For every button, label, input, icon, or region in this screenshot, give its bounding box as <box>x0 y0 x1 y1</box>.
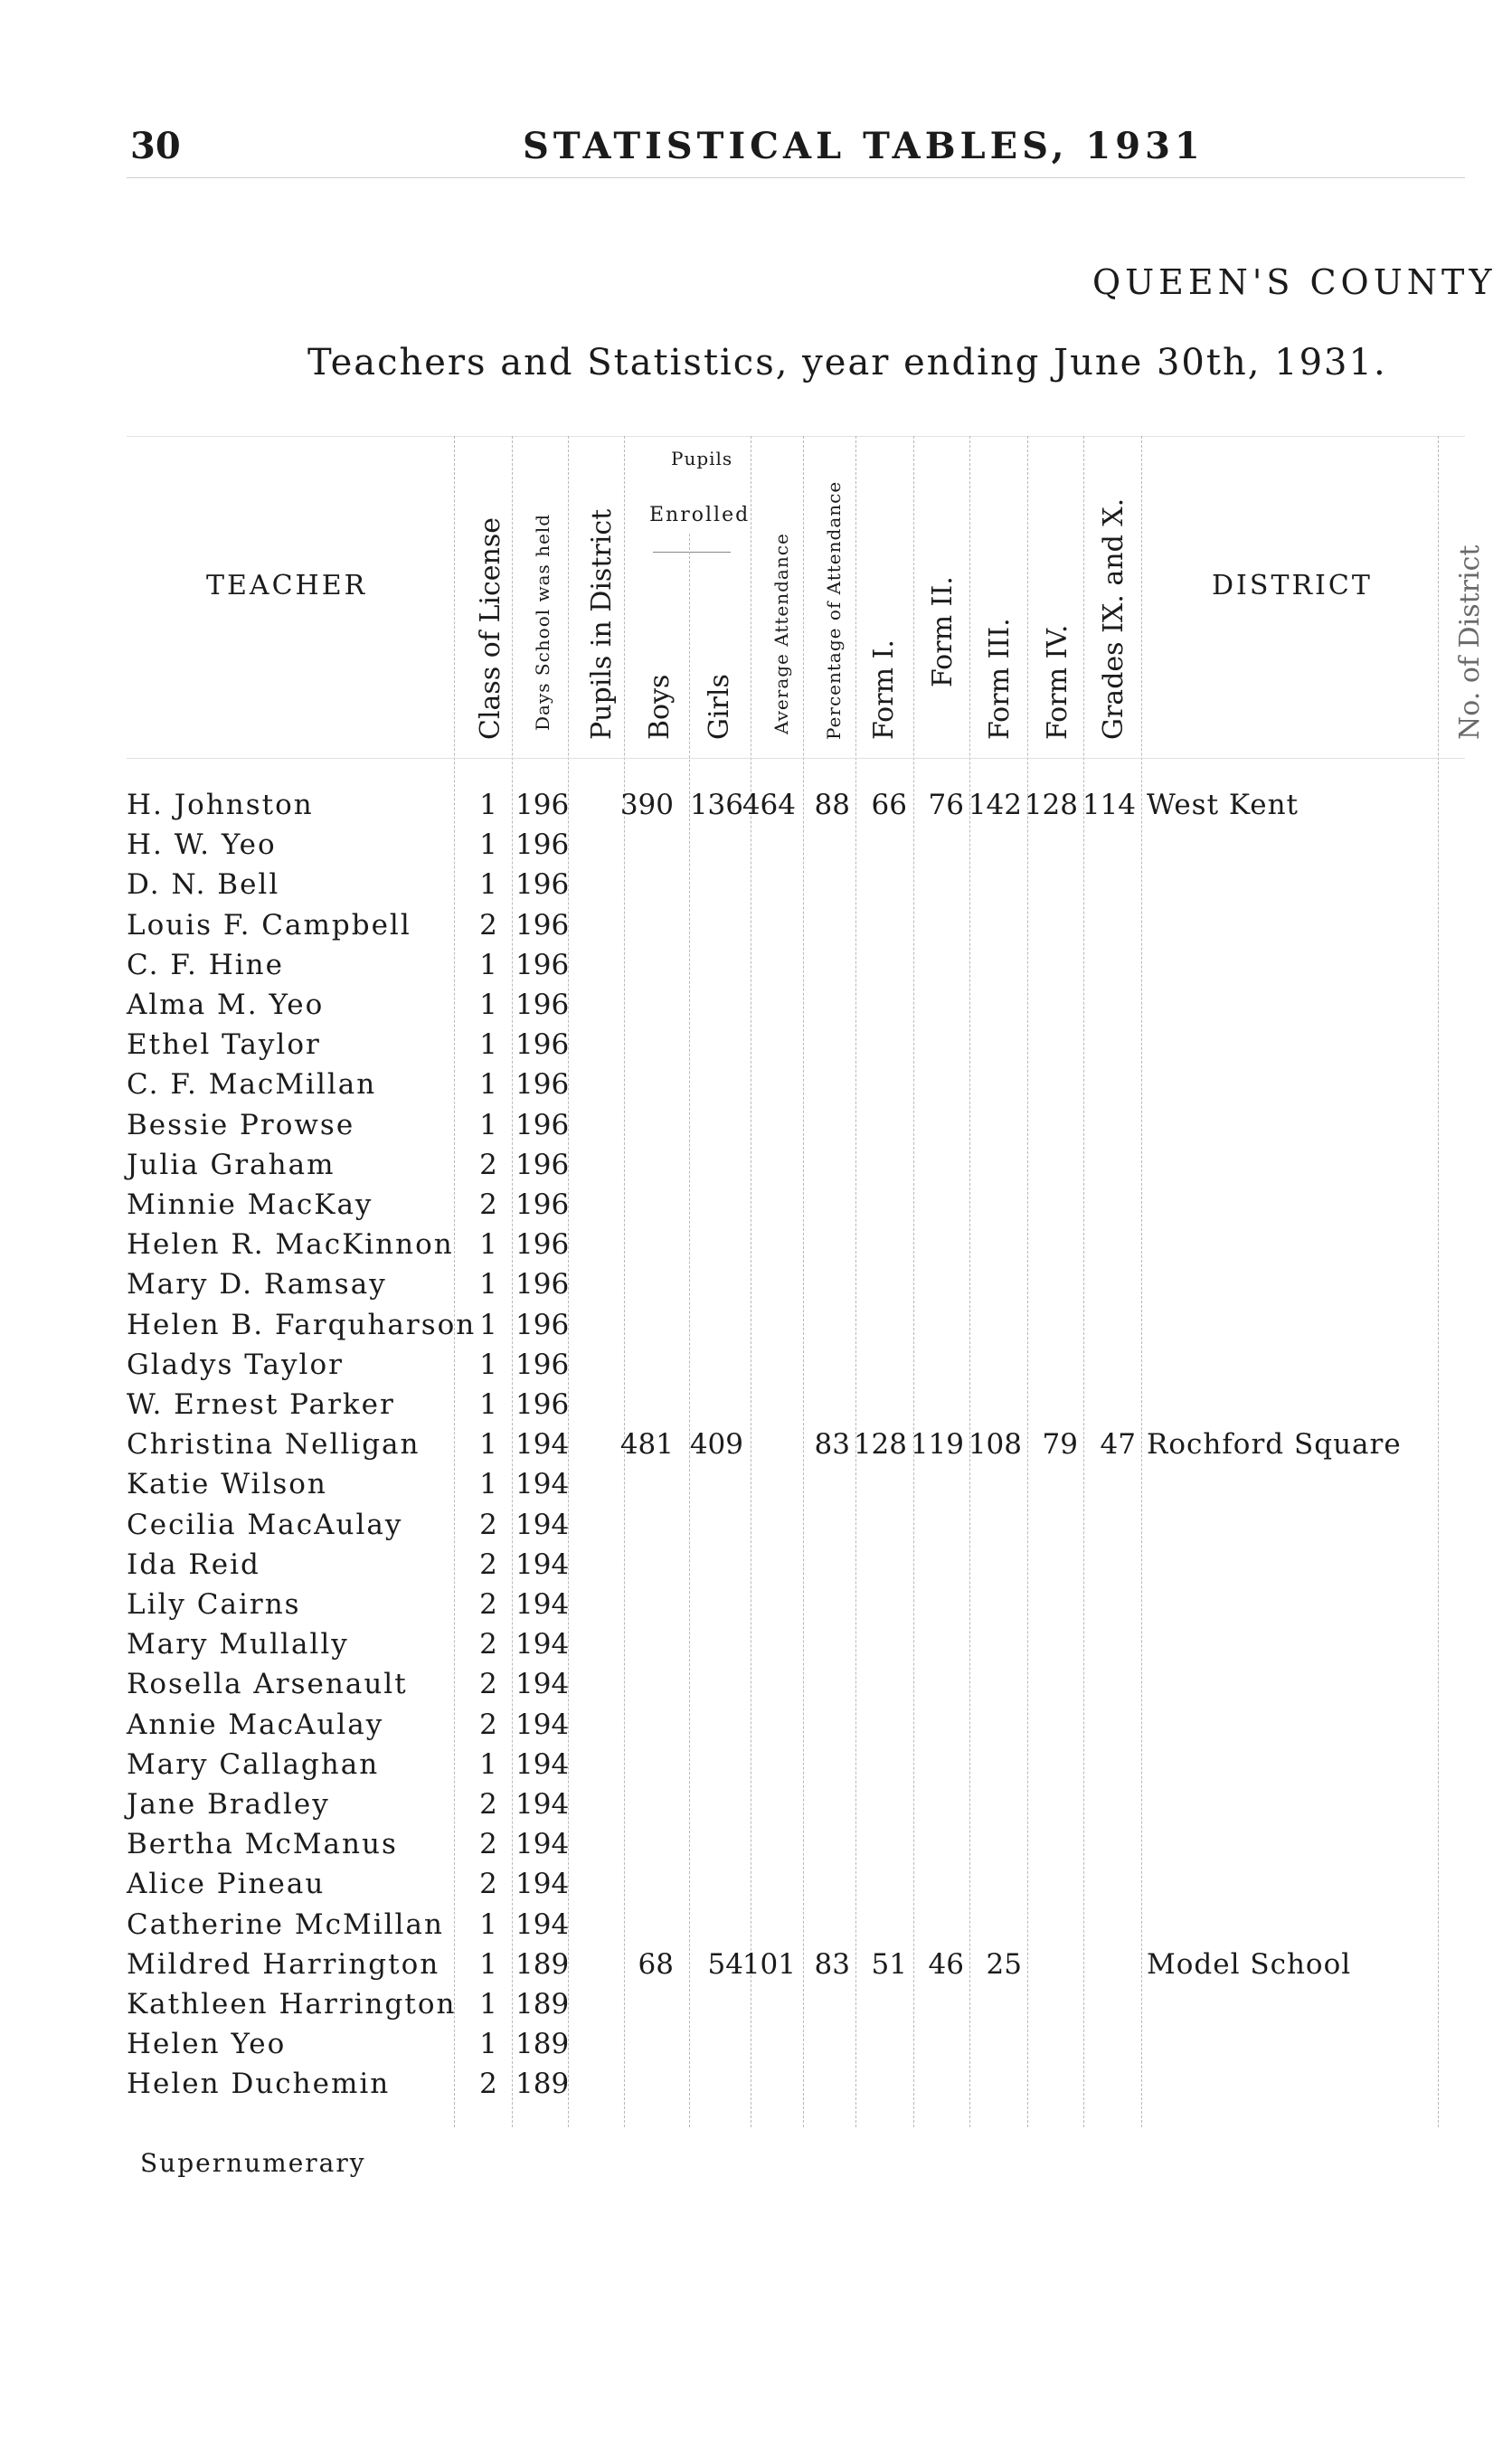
boys-header: Boys <box>644 674 676 740</box>
class-of-license-cell: 1 <box>479 1428 497 1462</box>
table-row <box>0 1748 1512 1788</box>
header-bottom-rule <box>127 758 1465 759</box>
days-held-cell: 196 <box>515 828 570 862</box>
pupils-in-district-header: Pupils in District <box>586 508 618 740</box>
class-of-license-cell: 1 <box>479 1947 497 1981</box>
g-cell: 114 <box>1082 789 1136 821</box>
district-cell: Model School <box>1147 1947 1352 1981</box>
teacher-name: Mary Callaghan <box>127 1747 380 1781</box>
class-of-license-cell: 2 <box>479 1708 497 1741</box>
table-row <box>0 1708 1512 1748</box>
table-subtitle: Teachers and Statistics, year ending June 30th, 1931. <box>307 342 1387 383</box>
f2-cell: 46 <box>928 1947 964 1981</box>
f1-cell: 128 <box>853 1428 907 1462</box>
enrolled-group-header: Enrolled <box>649 504 751 526</box>
district-cell: Rochford Square <box>1147 1428 1402 1462</box>
f2-cell: 76 <box>928 789 964 821</box>
f3-cell: 108 <box>968 1428 1022 1462</box>
days-held-cell: 194 <box>515 1747 570 1781</box>
table-row <box>0 1428 1512 1468</box>
class-of-license-cell: 1 <box>479 948 497 981</box>
teacher-name: Kathleen Harrington <box>127 1988 457 2021</box>
days-held-cell: 196 <box>515 1028 570 1062</box>
boys-cell: 390 <box>619 789 674 821</box>
teacher-name: C. F. MacMillan <box>127 1068 377 1102</box>
teacher-name: Catherine McMillan <box>127 1907 444 1941</box>
teacher-name: Julia Graham <box>127 1148 335 1181</box>
teacher-name: Bertha McManus <box>127 1828 398 1861</box>
girls-header: Girls <box>704 674 735 740</box>
days-held-cell: 189 <box>515 1947 570 1981</box>
table-row <box>0 989 1512 1028</box>
days-held-cell: 194 <box>515 1548 570 1581</box>
f1-cell: 51 <box>871 1947 907 1981</box>
footnote: Supernumerary <box>140 2148 366 2178</box>
table-row <box>0 1468 1512 1508</box>
boys-cell: 481 <box>619 1428 674 1462</box>
teacher-name: H. Johnston <box>127 789 314 821</box>
table-top-rule <box>127 436 1465 437</box>
teacher-name: Helen Yeo <box>127 2028 287 2061</box>
teacher-name: Minnie MacKay <box>127 1188 373 1221</box>
days-held-cell: 196 <box>515 1228 570 1262</box>
class-of-license-cell: 1 <box>479 1028 497 1062</box>
teacher-name: Alice Pineau <box>127 1868 326 1901</box>
days-held-cell: 196 <box>515 1388 570 1421</box>
table-row <box>0 2068 1512 2107</box>
grades-9-10-header: Grades IX. and X. <box>1098 497 1129 740</box>
teacher-name: Louis F. Campbell <box>127 908 411 942</box>
table-row <box>0 1068 1512 1108</box>
days-school-held-header: Days School was held <box>532 513 553 731</box>
days-held-cell: 196 <box>515 1308 570 1341</box>
table-row <box>0 1828 1512 1868</box>
days-held-cell: 196 <box>515 908 570 942</box>
page-number: 30 <box>130 125 181 167</box>
table-row <box>0 2028 1512 2068</box>
class-of-license-cell: 1 <box>479 2028 497 2061</box>
days-held-cell: 196 <box>515 1148 570 1181</box>
class-of-license-cell: 2 <box>479 1628 497 1661</box>
class-of-license-cell: 2 <box>479 1548 497 1581</box>
f3-cell: 142 <box>968 789 1022 821</box>
class-of-license-cell: 1 <box>479 868 497 902</box>
table-row <box>0 1948 1512 1988</box>
days-held-cell: 194 <box>515 1907 570 1941</box>
table-row <box>0 1149 1512 1188</box>
days-held-cell: 194 <box>515 1588 570 1621</box>
county-heading: QUEEN'S COUNTY <box>1092 262 1497 302</box>
percentage-attendance-header: Percentage of Attendance <box>823 480 845 740</box>
table-row <box>0 1509 1512 1548</box>
table-row <box>0 1988 1512 2028</box>
table-row <box>0 1548 1512 1588</box>
avg-cell: 101 <box>742 1947 796 1981</box>
class-of-license-cell: 1 <box>479 1348 497 1381</box>
days-held-cell: 196 <box>515 1108 570 1141</box>
days-held-cell: 194 <box>515 1668 570 1701</box>
days-held-cell: 194 <box>515 1428 570 1462</box>
teacher-name: Ethel Taylor <box>127 1028 321 1062</box>
days-held-cell: 196 <box>515 1068 570 1102</box>
teacher-name: Mary D. Ramsay <box>127 1268 387 1301</box>
class-of-license-cell: 2 <box>479 2068 497 2101</box>
teacher-name: Helen R. MacKinnon <box>127 1228 454 1262</box>
teacher-name: Helen Duchemin <box>127 2068 391 2101</box>
class-of-license-cell: 1 <box>479 1907 497 1941</box>
teacher-name: Gladys Taylor <box>127 1348 344 1381</box>
form-1-header: Form I. <box>868 639 900 740</box>
teacher-name: Annie MacAulay <box>127 1708 384 1741</box>
days-held-cell: 196 <box>515 868 570 902</box>
class-of-license-cell: 1 <box>479 1268 497 1301</box>
table-row <box>0 1388 1512 1428</box>
table-row <box>0 1588 1512 1628</box>
days-held-cell: 189 <box>515 2068 570 2101</box>
pct-cell: 83 <box>814 1947 850 1981</box>
teacher-name: C. F. Hine <box>127 948 284 981</box>
table-row <box>0 1309 1512 1349</box>
table-row <box>0 1668 1512 1708</box>
class-of-license-cell: 2 <box>479 1668 497 1701</box>
f4-cell: 128 <box>1024 789 1078 821</box>
district-cell: West Kent <box>1147 789 1299 821</box>
days-held-cell: 194 <box>515 1828 570 1861</box>
teacher-name: Helen B. Farquharson <box>127 1308 477 1341</box>
teacher-name: Mary Mullally <box>127 1628 349 1661</box>
table-row <box>0 1028 1512 1068</box>
teacher-name: Christina Nelligan <box>127 1428 421 1462</box>
days-held-cell: 194 <box>515 1868 570 1901</box>
table-row <box>0 828 1512 868</box>
teacher-name: Alma M. Yeo <box>127 989 325 1021</box>
teacher-name: Rosella Arsenault <box>127 1668 408 1701</box>
class-of-license-cell: 1 <box>479 1108 497 1141</box>
days-held-cell: 194 <box>515 1708 570 1741</box>
class-of-license-cell: 1 <box>479 828 497 862</box>
f1-cell: 66 <box>871 789 907 821</box>
f4-cell: 79 <box>1042 1428 1078 1462</box>
teacher-name: Ida Reid <box>127 1548 260 1581</box>
days-held-cell: 194 <box>515 1628 570 1661</box>
table-row <box>0 1228 1512 1268</box>
table-row <box>0 1628 1512 1668</box>
days-held-cell: 194 <box>515 1468 570 1501</box>
days-held-cell: 194 <box>515 1508 570 1541</box>
teacher-name: Jane Bradley <box>127 1788 330 1821</box>
f2-cell: 119 <box>910 1428 964 1462</box>
avg-cell: 464 <box>742 789 796 821</box>
table-row <box>0 1188 1512 1228</box>
form-2-header: Form II. <box>927 576 959 687</box>
class-of-license-cell: 2 <box>479 1148 497 1181</box>
days-held-cell: 196 <box>515 948 570 981</box>
teacher-name: Cecilia MacAulay <box>127 1508 403 1541</box>
girls-cell: 54 <box>707 1947 743 1981</box>
district-column-header: DISTRICT <box>1212 570 1373 601</box>
teacher-name: Lily Cairns <box>127 1588 301 1621</box>
class-of-license-header: Class of License <box>475 516 506 740</box>
pct-cell: 88 <box>814 789 850 821</box>
class-of-license-cell: 2 <box>479 1588 497 1621</box>
teacher-name: Mildred Harrington <box>127 1947 440 1981</box>
table-row <box>0 909 1512 949</box>
girls-cell: 409 <box>689 1428 743 1462</box>
no-of-district-header: No. of District <box>1454 544 1486 740</box>
class-of-license-cell: 1 <box>479 1988 497 2021</box>
days-held-cell: 194 <box>515 1788 570 1821</box>
teacher-name: H. W. Yeo <box>127 828 277 862</box>
boys-cell: 68 <box>638 1947 674 1981</box>
days-held-cell: 196 <box>515 1348 570 1381</box>
days-held-cell: 196 <box>515 789 570 821</box>
teacher-name: Bessie Prowse <box>127 1108 355 1141</box>
class-of-license-cell: 1 <box>479 1388 497 1421</box>
class-of-license-cell: 2 <box>479 908 497 942</box>
days-held-cell: 196 <box>515 1268 570 1301</box>
table-row <box>0 1109 1512 1149</box>
class-of-license-cell: 2 <box>479 1828 497 1861</box>
days-held-cell: 189 <box>515 1988 570 2021</box>
class-of-license-cell: 2 <box>479 1508 497 1541</box>
f3-cell: 25 <box>986 1947 1022 1981</box>
class-of-license-cell: 2 <box>479 1188 497 1221</box>
enrolled-rule <box>653 552 731 553</box>
teacher-column-header: TEACHER <box>206 570 368 601</box>
class-of-license-cell: 1 <box>479 1468 497 1501</box>
class-of-license-cell: 1 <box>479 1747 497 1781</box>
days-held-cell: 196 <box>515 989 570 1021</box>
g-cell: 47 <box>1100 1428 1136 1462</box>
class-of-license-cell: 1 <box>479 1068 497 1102</box>
days-held-cell: 189 <box>515 2028 570 2061</box>
class-of-license-cell: 2 <box>479 1788 497 1821</box>
class-of-license-cell: 1 <box>479 1228 497 1262</box>
table-row <box>0 949 1512 989</box>
table-row <box>0 789 1512 828</box>
table-row <box>0 1868 1512 1907</box>
class-of-license-cell: 2 <box>479 1868 497 1901</box>
table-row <box>0 1268 1512 1308</box>
teacher-name: Katie Wilson <box>127 1468 327 1501</box>
table-row <box>0 1908 1512 1948</box>
form-4-header: Form IV. <box>1042 624 1073 740</box>
table-row <box>0 868 1512 908</box>
table-row <box>0 1788 1512 1828</box>
running-title: STATISTICAL TABLES, 1931 <box>523 125 1205 167</box>
form-3-header: Form III. <box>984 618 1016 740</box>
average-attendance-header: Average Attendance <box>770 533 792 734</box>
class-of-license-cell: 1 <box>479 789 497 821</box>
pupils-group-header: Pupils <box>671 448 733 469</box>
teacher-name: D. N. Bell <box>127 868 280 902</box>
pct-cell: 83 <box>814 1428 850 1462</box>
class-of-license-cell: 1 <box>479 1308 497 1341</box>
girls-cell: 136 <box>689 789 743 821</box>
table-row <box>0 1349 1512 1388</box>
teacher-name: W. Ernest Parker <box>127 1388 395 1421</box>
header-rule <box>127 177 1465 178</box>
days-held-cell: 196 <box>515 1188 570 1221</box>
class-of-license-cell: 1 <box>479 989 497 1021</box>
